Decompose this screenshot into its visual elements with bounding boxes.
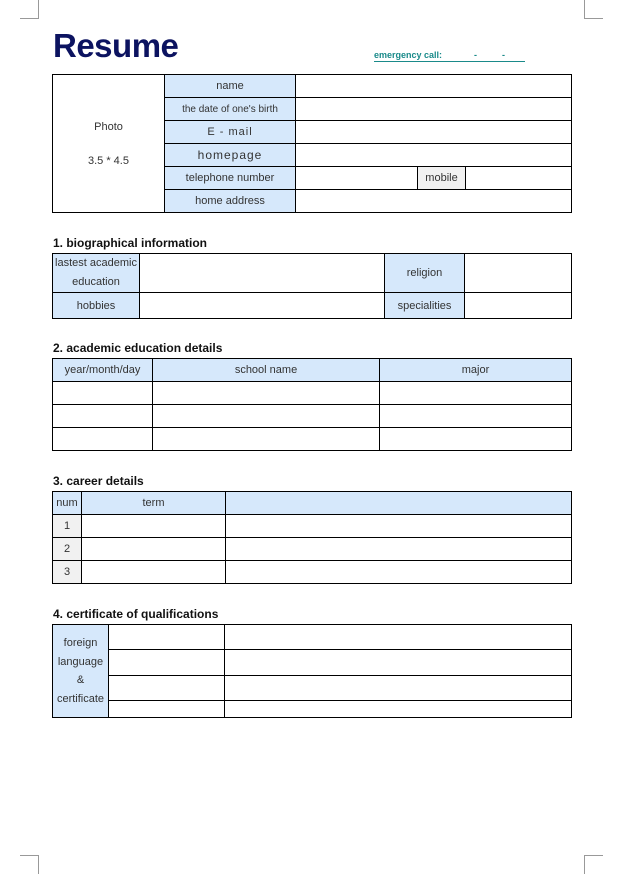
table-row [53,405,572,428]
telephone-label: telephone number [165,167,296,190]
specialities-label: specialities [385,293,465,319]
row-number: 3 [53,561,82,584]
detail-cell[interactable] [226,538,572,561]
major-cell[interactable] [380,405,572,428]
mobile-field[interactable] [466,167,572,190]
table-row [53,561,572,584]
career-table [52,491,572,584]
address-label: home address [165,190,296,213]
education-label-line: lastest academic [55,257,137,269]
certificate-detail-cell[interactable] [225,701,572,718]
section-heading-career: 3. career details [53,474,144,488]
education-label-line: education [72,276,120,288]
photo-size: 3.5 * 4.5 [88,154,129,167]
table-row [53,538,572,561]
column-header: num [53,492,82,515]
section-heading-certificate: 4. certificate of qualifications [53,607,219,621]
school-cell[interactable] [153,405,380,428]
date-cell[interactable] [53,405,153,428]
certificate-detail-cell[interactable] [225,625,572,650]
detail-cell[interactable] [226,515,572,538]
label-line: foreign [63,637,98,649]
birth-label: the date of one's birth [165,98,296,121]
certificate-name-cell[interactable] [109,676,225,701]
academic-table [52,358,572,451]
name-label: name [165,75,296,98]
detail-cell[interactable] [226,561,572,584]
label-line: language [57,655,104,668]
homepage-field[interactable] [296,144,572,167]
profile-table [52,74,572,213]
certificate-name-cell[interactable] [109,625,225,650]
specialities-field[interactable] [465,293,572,319]
term-cell[interactable] [82,515,226,538]
table-row [53,382,572,405]
major-cell[interactable] [380,382,572,405]
biographical-table [52,253,572,319]
table-row [53,515,572,538]
certificate-table [52,624,572,718]
education-label [53,254,140,293]
telephone-field[interactable] [296,167,418,190]
term-cell[interactable] [82,538,226,561]
crop-mark-bottom-right [584,855,603,874]
certificate-category-label [53,625,109,718]
table-row [53,428,572,451]
certificate-detail-cell[interactable] [225,676,572,701]
hobbies-label: hobbies [53,293,140,319]
photo-box[interactable] [53,75,165,213]
email-label: E - mail [165,121,296,144]
emergency-call-field[interactable] [374,49,525,62]
row-number: 1 [53,515,82,538]
homepage-label: homepage [165,144,296,167]
column-header [226,492,572,515]
section-heading-biographical: 1. biographical information [53,236,208,250]
major-cell[interactable] [380,428,572,451]
column-header: major [380,359,572,382]
date-cell[interactable] [53,428,153,451]
email-field[interactable] [296,121,572,144]
section-heading-academic: 2. academic education details [53,341,223,355]
label-line: & [76,674,85,686]
school-cell[interactable] [153,382,380,405]
page-title: Resume [53,27,179,64]
name-field[interactable] [296,75,572,98]
school-cell[interactable] [153,428,380,451]
label-line: certificate [56,692,105,705]
row-number: 2 [53,538,82,561]
certificate-name-cell[interactable] [109,701,225,718]
hobbies-field[interactable] [140,293,385,319]
emergency-call-label: emergency call: [374,50,443,60]
emergency-separator: - [474,50,477,60]
emergency-separator: - [502,50,505,60]
address-field[interactable] [296,190,572,213]
crop-mark-top-left [20,0,39,19]
birth-field[interactable] [296,98,572,121]
photo-label: Photo [94,120,123,133]
term-cell[interactable] [82,561,226,584]
column-header: term [82,492,226,515]
crop-mark-top-right [584,0,603,19]
education-field[interactable] [140,254,385,293]
certificate-detail-cell[interactable] [225,650,572,676]
religion-field[interactable] [465,254,572,293]
mobile-label: mobile [418,167,466,190]
column-header: school name [153,359,380,382]
certificate-name-cell[interactable] [109,650,225,676]
column-header: year/month/day [53,359,153,382]
date-cell[interactable] [53,382,153,405]
crop-mark-bottom-left [20,855,39,874]
religion-label: religion [385,254,465,293]
